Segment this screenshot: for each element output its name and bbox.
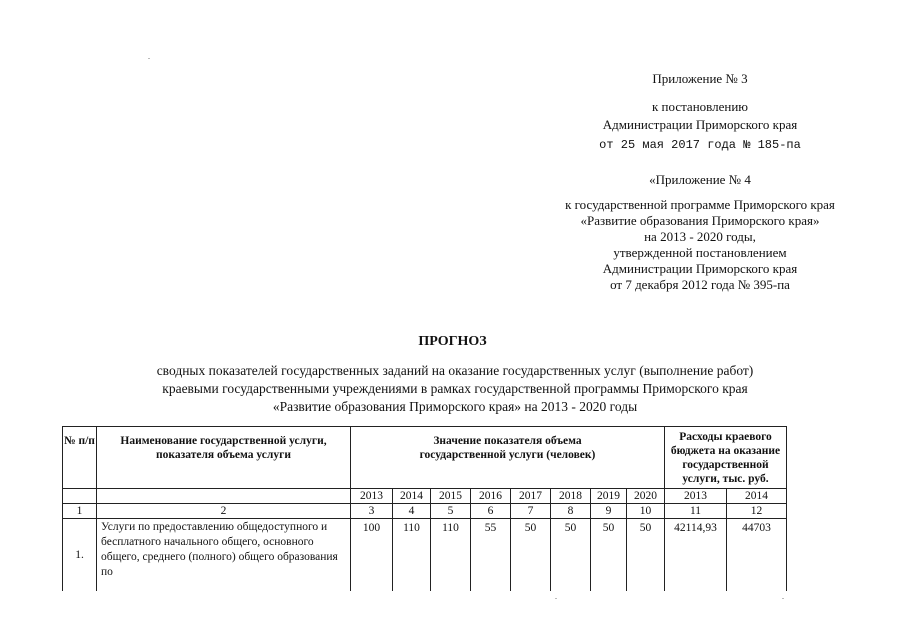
- year-cell: 2014: [393, 489, 431, 504]
- year-cell: 2016: [471, 489, 511, 504]
- value-cell: 50: [511, 519, 551, 591]
- scan-speck: [148, 58, 150, 59]
- value-cell: 100: [351, 519, 393, 591]
- year-cell: 2015: [431, 489, 471, 504]
- value-cell: 50: [551, 519, 591, 591]
- value-cell: 42114,93: [665, 519, 727, 591]
- column-header-expense: Расходы краевого бюджета на оказание государственной услуги, тыс. руб.: [665, 427, 787, 489]
- year-cell: 2018: [551, 489, 591, 504]
- appendix4-label: «Приложение № 4: [649, 172, 751, 187]
- column-number-cell: 10: [627, 504, 665, 519]
- column-number-cell: 2: [97, 504, 351, 519]
- subtitle-line: сводных показателей государственных заданий на оказание государственных услуг (выполнение работ): [156, 363, 754, 378]
- page-title: ПРОГНОЗ: [418, 334, 487, 349]
- year-cell: 2014: [727, 489, 787, 504]
- column-number-cell: 3: [351, 504, 393, 519]
- column-header-volume: Значение показателя объема государственной услуги (человек): [351, 427, 665, 489]
- approved-label: утвержденной постановлением: [613, 245, 787, 260]
- column-number-cell: 1: [63, 504, 97, 519]
- scan-speck: [782, 598, 784, 599]
- appendix3-label: Приложение № 3: [652, 71, 748, 86]
- forecast-table: [62, 426, 787, 591]
- year-cell: 2017: [511, 489, 551, 504]
- administration-label: Администрации Приморского края: [602, 117, 798, 132]
- column-number-cell: 9: [591, 504, 627, 519]
- to-program-label: к государственной программе Приморского края: [565, 197, 835, 212]
- year-cell: 2013: [351, 489, 393, 504]
- program-years: на 2013 - 2020 годы,: [644, 229, 756, 244]
- year-cell: 2020: [627, 489, 665, 504]
- column-number-cell: 11: [665, 504, 727, 519]
- value-cell: 110: [431, 519, 471, 591]
- program-name: «Развитие образования Приморского края»: [580, 213, 820, 228]
- value-cell: 50: [627, 519, 665, 591]
- year-cell: 2013: [665, 489, 727, 504]
- year-spacer: [97, 489, 351, 504]
- value-cell: 55: [471, 519, 511, 591]
- column-number-cell: 4: [393, 504, 431, 519]
- column-header-number: № п/п: [63, 427, 97, 489]
- row-number: 1.: [63, 519, 97, 591]
- table-row: [63, 519, 787, 591]
- subtitle-line: краевыми государственными учреждениями в рамках государственной программы Приморского края: [162, 381, 748, 396]
- program-resolution-date: от 7 декабря 2012 года № 395-па: [610, 277, 790, 292]
- column-header-name: Наименование государственной услуги, показателя объема услуги: [97, 427, 351, 489]
- value-cell: 50: [591, 519, 627, 591]
- value-cell: 44703: [727, 519, 787, 591]
- year-spacer: [63, 489, 97, 504]
- to-resolution-label: к постановлению: [651, 99, 749, 114]
- column-number-cell: 12: [727, 504, 787, 519]
- column-number-cell: 5: [431, 504, 471, 519]
- column-number-cell: 7: [511, 504, 551, 519]
- year-cell: 2019: [591, 489, 627, 504]
- service-name: Услуги по предоставлению общедоступного и бесплатного начального общего, основного общего, среднего (полного) общего образования по: [97, 519, 351, 591]
- column-number-cell: 6: [471, 504, 511, 519]
- column-number-cell: 8: [551, 504, 591, 519]
- page-subtitle: [60, 362, 850, 416]
- resolution-date: от 25 мая 2017 года № 185-па: [599, 138, 801, 152]
- subtitle-line: «Развитие образования Приморского края» на 2013 - 2020 годы: [272, 399, 638, 414]
- administration-label-2: Администрации Приморского края: [602, 261, 798, 276]
- value-cell: 110: [393, 519, 431, 591]
- scan-speck: [555, 598, 557, 599]
